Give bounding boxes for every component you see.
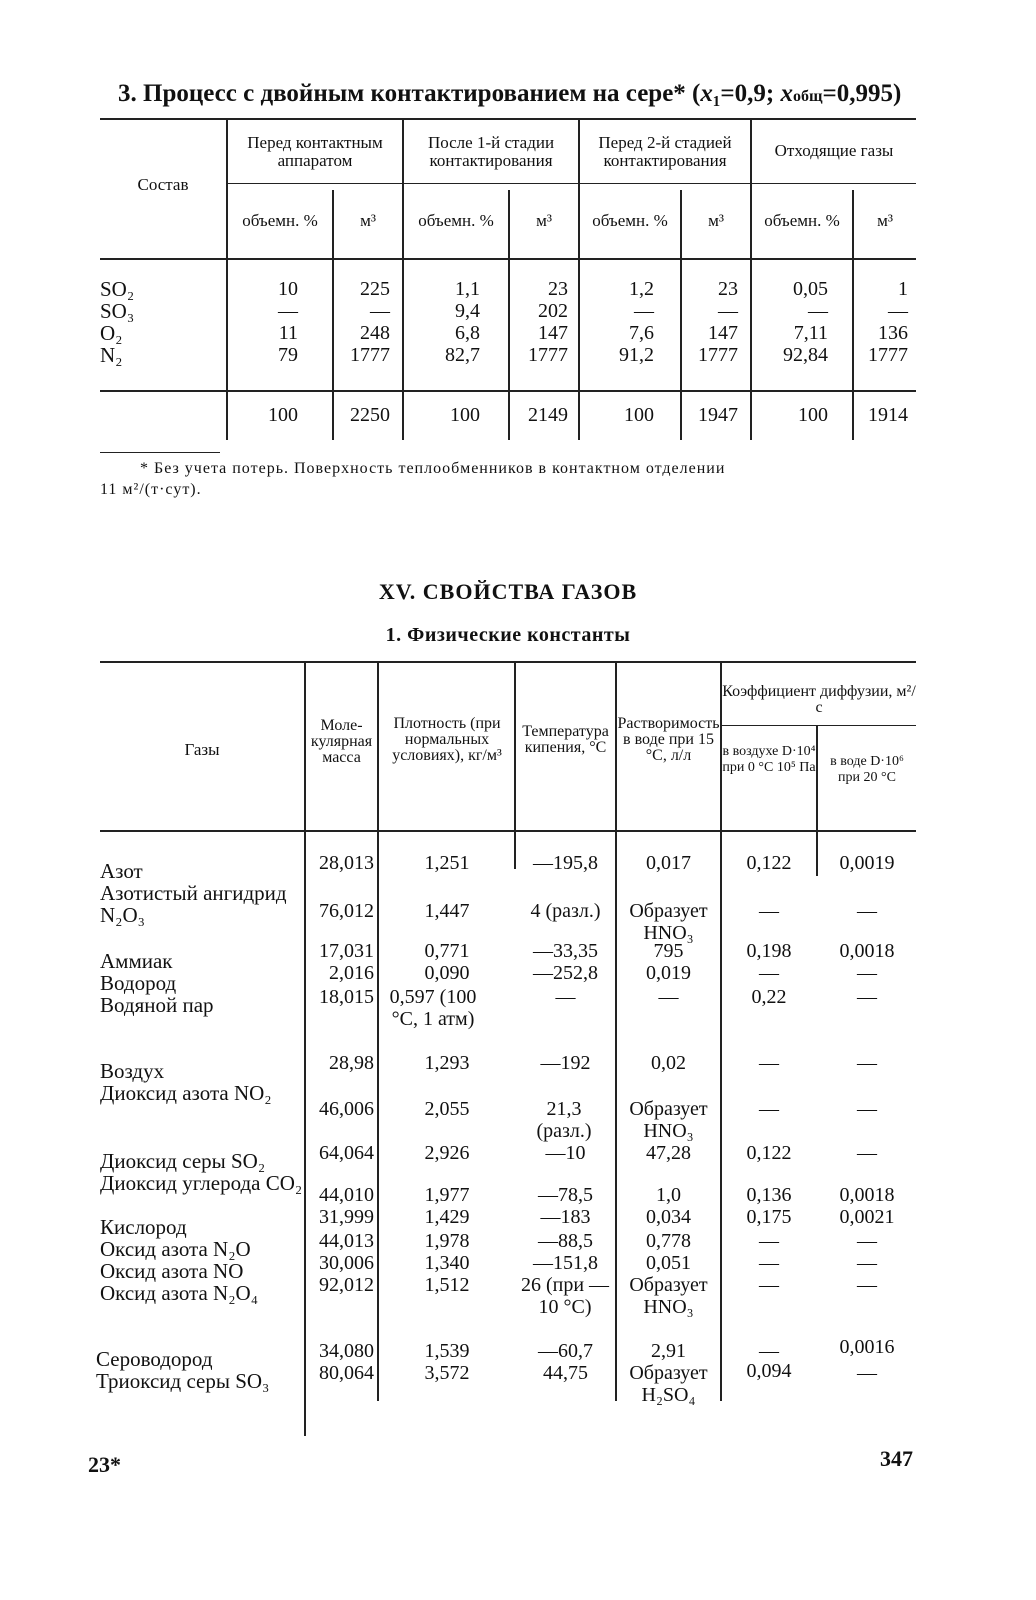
table-cell: —	[888, 300, 908, 322]
table-cell: 23	[548, 278, 568, 300]
diff-water-cell: —	[857, 1274, 877, 1296]
solub-cell: 0,017	[646, 852, 691, 874]
column-header: Температура кипения, °С	[522, 723, 609, 756]
solub-cell: 0,02	[651, 1052, 686, 1074]
total-cell: 2250	[350, 404, 390, 426]
diff-air-cell: 0,136	[746, 1184, 792, 1206]
temp-cell: —33,35	[533, 940, 598, 962]
gas-name: Сероводород	[96, 1347, 213, 1371]
footnote-line: * Без учета потерь. Поверхность теплообменников в контактном отделении	[140, 460, 726, 477]
gas-name: Диоксид серы SO₂	[100, 1149, 266, 1173]
temp-cell: —10	[545, 1142, 586, 1164]
solub-cell: 0,778	[646, 1230, 691, 1252]
temp-cell: 21,3 (разл.)	[536, 1098, 592, 1142]
chapter-title: XV. СВОЙСТВА ГАЗОВ	[378, 579, 638, 604]
table-cell: —	[370, 300, 390, 322]
temp-cell: —151,8	[533, 1252, 598, 1274]
solub-cell: 795	[653, 940, 684, 962]
table-rule	[722, 725, 916, 726]
unit-header: объемн. %	[592, 211, 668, 230]
temp-cell: 44,75	[543, 1362, 588, 1384]
solub-cell: 2,91	[651, 1340, 686, 1362]
gas-name: Азотистый ангидрид N₂O₃	[100, 881, 287, 927]
solub-cell: 47,28	[646, 1142, 691, 1164]
diff-air-cell: 0,122	[746, 1142, 792, 1164]
gas-label: SO₂	[100, 277, 135, 301]
mass-cell: 80,064	[319, 1362, 374, 1384]
temp-cell: 26 (при —10 °С)	[520, 1274, 610, 1318]
gas-name: Оксид азота N₂O₄	[100, 1281, 259, 1305]
table-cell: 82,7	[445, 344, 480, 366]
mass-cell: 2,016	[329, 962, 374, 984]
unit-header: объемн. %	[764, 211, 840, 230]
page-marker-left: 23*	[88, 1452, 121, 1477]
temp-cell: —183	[540, 1206, 591, 1228]
density-cell: 1,251	[424, 852, 470, 874]
mass-cell: 34,080	[319, 1340, 374, 1362]
density-cell: 0,771	[424, 940, 470, 962]
density-cell: 1,340	[424, 1252, 470, 1274]
gas-label: SO₃	[100, 299, 135, 323]
solub-cell: Образует HNO₃	[629, 900, 708, 944]
solub-cell: Образует HNO₃	[629, 1274, 708, 1318]
group-header: Отходящие газы	[774, 141, 894, 160]
gas-name: Водяной пар	[100, 993, 214, 1017]
table-cell: 7,11	[793, 322, 828, 344]
solub-cell: Образует H₂SO₄	[629, 1362, 708, 1406]
table-cell: 1777	[698, 344, 738, 366]
solub-cell: 0,051	[646, 1252, 691, 1274]
unit-header: м³	[708, 211, 724, 230]
column-header: в воздухе D·10⁴ при 0 °С 10⁵ Па	[722, 744, 816, 775]
group-header: Перед контактным аппаратом	[247, 133, 383, 170]
diff-air-cell: —	[759, 962, 779, 984]
density-cell: 1,978	[424, 1230, 470, 1252]
total-cell: 2149	[528, 404, 568, 426]
diff-air-cell: 0,122	[746, 852, 792, 874]
total-cell: 100	[798, 404, 828, 426]
diff-water-cell: 0,0021	[839, 1206, 895, 1228]
diff-water-cell: —	[857, 1142, 877, 1164]
gas-name: Водород	[100, 971, 177, 995]
temp-cell: —60,7	[538, 1340, 593, 1362]
table-rule	[228, 183, 916, 184]
diff-water-cell: 0,0016	[839, 1336, 895, 1358]
density-cell: 0,597 (100 °С, 1 атм)	[389, 986, 477, 1030]
mass-cell: 17,031	[319, 940, 374, 962]
density-cell: 3,572	[424, 1362, 470, 1384]
temp-cell: —192	[540, 1052, 591, 1074]
diff-water-cell: —	[857, 1098, 877, 1120]
gas-name: Диоксид азота NO₂	[100, 1081, 272, 1105]
table-cell: 92,84	[783, 344, 828, 366]
diff-air-cell: —	[759, 1230, 779, 1252]
table-cell: —	[634, 300, 654, 322]
diff-air-cell: 0,198	[746, 940, 792, 962]
temp-cell: —78,5	[538, 1184, 593, 1206]
solub-cell: —	[658, 986, 679, 1008]
section-title: 3. Процесс с двойным контактированием на сере* (x₁=0,9; xобщ=0,995)	[118, 80, 902, 107]
table-cell: 79	[278, 344, 298, 366]
table-divider	[377, 661, 379, 1401]
diff-air-cell: 0,094	[746, 1360, 792, 1382]
table-cell: 248	[360, 322, 390, 344]
mass-cell: 31,999	[319, 1206, 374, 1228]
footnote-line: 11 м²/(т·сут).	[100, 481, 202, 498]
table-subtitle: 1. Физические константы	[385, 624, 631, 646]
column-header: Состав	[137, 175, 189, 194]
mass-cell: 76,012	[319, 900, 374, 922]
diff-water-cell: —	[857, 962, 877, 984]
diff-water-cell: —	[857, 986, 877, 1008]
column-header: Газы	[184, 740, 220, 759]
mass-cell: 28,98	[329, 1052, 374, 1074]
density-cell: 1,447	[424, 900, 470, 922]
gas-name: Азот	[100, 859, 143, 883]
table-rule	[100, 830, 916, 832]
column-header: Моле-кулярная масса	[310, 717, 373, 766]
table-cell: 91,2	[619, 344, 654, 366]
table-cell: 1,1	[455, 278, 480, 300]
total-cell: 100	[268, 404, 298, 426]
table-cell: 6,8	[455, 322, 480, 344]
unit-header: м³	[360, 211, 376, 230]
diff-water-cell: 0,0018	[839, 1184, 895, 1206]
table-divider	[514, 661, 516, 869]
table-cell: 23	[718, 278, 738, 300]
table-cell: 0,05	[793, 278, 828, 300]
table-cell: —	[808, 300, 828, 322]
solub-cell: 0,034	[646, 1206, 691, 1228]
unit-header: м³	[536, 211, 552, 230]
gas-name: Кислород	[100, 1215, 187, 1239]
density-cell: 0,090	[424, 962, 470, 984]
table-cell: 1777	[868, 344, 908, 366]
density-cell: 2,926	[424, 1142, 470, 1164]
solub-cell: 0,019	[646, 962, 691, 984]
density-cell: 1,429	[424, 1206, 470, 1228]
mass-cell: 18,015	[319, 986, 374, 1008]
unit-header: м³	[877, 211, 893, 230]
solub-cell: 1,0	[656, 1184, 681, 1206]
unit-header: объемн. %	[418, 211, 494, 230]
column-header: Плотность (при нормальных условиях), кг/м³	[392, 715, 502, 764]
table-cell: 147	[538, 322, 568, 344]
group-header: После 1-й стадии контактирования	[427, 133, 555, 170]
temp-cell: —195,8	[533, 852, 598, 874]
diff-water-cell: —	[857, 900, 877, 922]
mass-cell: 46,006	[319, 1098, 374, 1120]
gas-name: Триоксид серы SO₃	[96, 1369, 270, 1393]
table-cell: 1777	[528, 344, 568, 366]
footnote-rule	[100, 452, 220, 453]
diff-water-cell: —	[857, 1252, 877, 1274]
density-cell: 1,977	[424, 1184, 470, 1206]
gas-label: N₂	[100, 343, 123, 367]
diff-water-cell: —	[857, 1362, 877, 1384]
table-divider	[304, 661, 306, 1436]
total-cell: 1947	[698, 404, 738, 426]
gas-label: O₂	[100, 321, 123, 345]
diff-air-cell: —	[759, 1274, 779, 1296]
table-cell: —	[718, 300, 738, 322]
diff-air-cell: —	[759, 1098, 779, 1120]
table-rule	[100, 661, 916, 663]
table-cell: —	[278, 300, 298, 322]
table-cell: 10	[278, 278, 298, 300]
unit-header: объемн. %	[242, 211, 318, 230]
total-cell: 100	[624, 404, 654, 426]
mass-cell: 30,006	[319, 1252, 374, 1274]
temp-cell: —88,5	[538, 1230, 593, 1252]
table-cell: 202	[538, 300, 568, 322]
column-header: Растворимость в воде при 15 °С, л/л	[617, 715, 720, 764]
mass-cell: 92,012	[319, 1274, 374, 1296]
diff-water-cell: —	[857, 1052, 877, 1074]
diff-air-cell: —	[759, 1052, 779, 1074]
group-header: Перед 2-й стадией контактирования	[598, 133, 732, 170]
temp-cell: 4 (разл.)	[530, 900, 601, 922]
diff-air-cell: —	[759, 1340, 779, 1362]
table-cell: 1	[898, 278, 908, 300]
diff-water-cell: 0,0018	[839, 940, 895, 962]
table-cell: 11	[278, 322, 298, 344]
total-cell: 100	[450, 404, 480, 426]
table-cell: 136	[878, 322, 908, 344]
gas-name: Диоксид углерода CO₂	[100, 1171, 303, 1195]
mass-cell: 44,013	[319, 1230, 374, 1252]
mass-cell: 44,010	[319, 1184, 374, 1206]
density-cell: 1,512	[424, 1274, 470, 1296]
gas-name: Оксид азота N₂O	[100, 1237, 251, 1261]
table-cell: 1777	[350, 344, 390, 366]
diff-air-cell: 0,175	[746, 1206, 792, 1228]
total-cell: 1914	[868, 404, 908, 426]
density-cell: 1,293	[424, 1052, 470, 1074]
table-cell: 225	[360, 278, 390, 300]
solub-cell: Образует HNO₃	[629, 1098, 708, 1142]
mass-cell: 64,064	[319, 1142, 374, 1164]
temp-cell: —252,8	[533, 962, 598, 984]
gas-name: Воздух	[100, 1059, 165, 1083]
table-cell: 1,2	[629, 278, 654, 300]
column-header: в воде D·10⁶ при 20 °С	[830, 754, 904, 785]
column-header: Коэффициент диффузии, м²/с	[722, 683, 916, 716]
table-cell: 147	[708, 322, 738, 344]
diff-air-cell: —	[759, 900, 779, 922]
gas-name: Аммиак	[100, 949, 173, 973]
table-cell: 9,4	[455, 300, 480, 322]
table-cell: 7,6	[629, 322, 654, 344]
page-number: 347	[880, 1446, 913, 1471]
gas-name: Оксид азота NO	[100, 1259, 244, 1283]
diff-water-cell: 0,0019	[839, 852, 895, 874]
mass-cell: 28,013	[319, 852, 374, 874]
density-cell: 1,539	[424, 1340, 470, 1362]
table-rule	[100, 118, 916, 120]
diff-air-cell: 0,22	[751, 986, 787, 1008]
density-cell: 2,055	[424, 1098, 470, 1120]
diff-air-cell: —	[759, 1252, 779, 1274]
temp-cell: —	[555, 986, 576, 1008]
diff-water-cell: —	[857, 1230, 877, 1252]
